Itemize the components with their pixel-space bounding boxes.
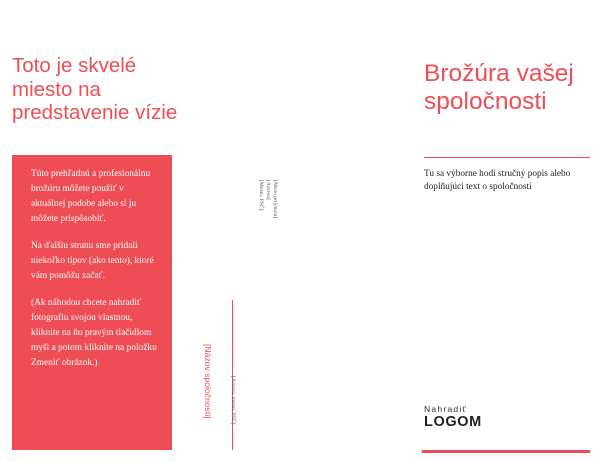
- intro-paragraph: Túto prehľadnú a profesionálnu brožúru môžete použiť v aktuálnej podobe alebo si ju môžete prispôsobiť.: [31, 169, 151, 224]
- photo-paragraph: (Ak náhodou chcete nahradiť fotografiu svojou vlastnou, kliknite na ňu pravým tlačidlom myši a potom kliknite na položku Zmeniť obrázok.): [31, 298, 157, 368]
- company-address: [Adresa, mesto, PSČ]: [230, 376, 236, 425]
- company-name: [Názov spoločnosti]: [203, 344, 213, 419]
- logo-placeholder: [424, 404, 482, 430]
- logo-top-text: Nahradiť: [424, 404, 467, 414]
- recipient-street: [Adresa]: [265, 180, 271, 200]
- intro-text-box: [12, 155, 172, 450]
- vertical-divider: [232, 300, 233, 450]
- logo-main-text: LOGOM: [424, 414, 482, 430]
- company-description: Tu sa výborne hodí stručný popis alebo doplňujúci text o spoločnosti: [424, 169, 571, 192]
- recipient-address-block: [257, 180, 278, 218]
- title-divider: [424, 157, 590, 158]
- recipient-city: [Mesto, PSČ]: [258, 180, 264, 211]
- tips-paragraph: Na ďalšiu stranu sme pridali niekoľko tipov (ako tento), ktoré vám pomôžu začať.: [31, 241, 154, 281]
- accent-bar: [422, 450, 590, 453]
- brochure-title: Brožúra vašej spoločnosti: [424, 60, 574, 115]
- recipient-name: [Meno príjemcu]: [272, 180, 278, 219]
- vision-heading: Toto je skvelé miesto na predstavenie vízie: [12, 54, 178, 124]
